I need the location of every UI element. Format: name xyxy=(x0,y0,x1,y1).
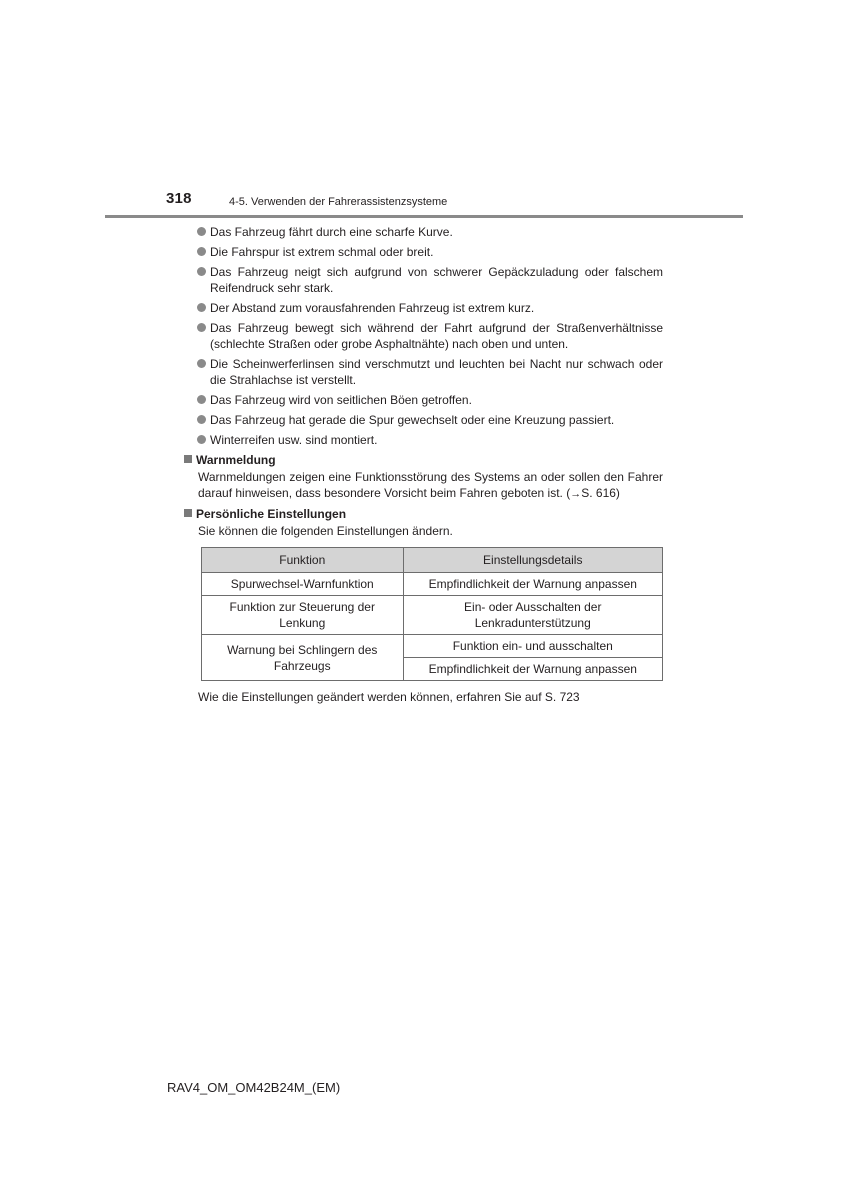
settings-reference-note: Wie die Einstellungen geändert werden können, erfahren Sie auf S. 723 xyxy=(198,690,580,704)
bullet-dot-icon xyxy=(197,303,206,312)
bullet-dot-icon xyxy=(197,247,206,256)
warnmeldung-heading-text: Warnmeldung xyxy=(196,453,276,467)
condition-list xyxy=(196,224,663,448)
list-item xyxy=(196,392,663,408)
einstellungen-intro: Sie können die folgenden Einstellungen ändern. xyxy=(198,524,453,538)
bullet-dot-icon xyxy=(197,395,206,404)
list-item-text: Das Fahrzeug fährt durch eine scharfe Kurve. xyxy=(210,225,453,239)
table-cell-function: Funktion zur Steuerung der Lenkung xyxy=(202,596,404,635)
table-cell-detail: Empfindlichkeit der Warnung anpassen xyxy=(403,573,662,596)
list-item-text: Winterreifen usw. sind montiert. xyxy=(210,433,378,447)
table-cell-detail: Ein- oder Ausschalten der Lenkradunterstützung xyxy=(403,596,662,635)
list-item-text: Der Abstand zum vorausfahrenden Fahrzeug ist extrem kurz. xyxy=(210,301,535,315)
list-item-text: Das Fahrzeug hat gerade die Spur gewechselt oder eine Kreuzung passiert. xyxy=(210,413,615,427)
list-item xyxy=(196,244,663,260)
column-header-details: Einstellungsdetails xyxy=(403,548,662,573)
column-header-funktion: Funktion xyxy=(202,548,404,573)
table-row xyxy=(202,596,663,635)
document-code: RAV4_OM_OM42B24M_(EM) xyxy=(167,1080,341,1095)
bullet-dot-icon xyxy=(197,227,206,236)
warnmeldung-body: Warnmeldungen zeigen eine Funktionsstörung des Systems an oder sollen den Fahrer darauf hinweisen, dass besondere Vorsicht beim Fahren geboten ist. ( xyxy=(198,470,663,500)
settings-table xyxy=(201,547,663,681)
main-content xyxy=(196,224,663,705)
table-row xyxy=(202,635,663,658)
list-item xyxy=(196,300,663,316)
section-title: 4-5. Verwenden der Fahrerassistenzsysteme xyxy=(229,196,448,208)
list-item xyxy=(196,264,663,296)
list-item-text: Die Fahrspur ist extrem schmal oder breit. xyxy=(210,245,434,259)
bullet-dot-icon xyxy=(197,415,206,424)
einstellungen-heading-text: Persönliche Einstellungen xyxy=(196,507,347,521)
list-item xyxy=(196,432,663,448)
page-reference: S. 616) xyxy=(581,486,620,500)
list-item xyxy=(196,320,663,352)
warnmeldung-heading xyxy=(184,452,663,468)
list-item-text: Das Fahrzeug neigt sich aufgrund von schwerer Gepäckzuladung oder falschem Reifendruck sehr stark. xyxy=(210,265,663,295)
square-marker-icon xyxy=(184,455,192,463)
header-divider xyxy=(105,215,743,218)
einstellungen-heading xyxy=(184,506,663,522)
list-item-text: Das Fahrzeug bewegt sich während der Fahrt aufgrund der Straßenverhältnisse (schlechte Straßen oder grobe Asphaltnähte) nach oben und unten. xyxy=(210,321,663,351)
bullet-dot-icon xyxy=(197,435,206,444)
bullet-dot-icon xyxy=(197,359,206,368)
table-row xyxy=(202,573,663,596)
reference-arrow-icon: → xyxy=(570,488,582,500)
list-item xyxy=(196,356,663,388)
list-item xyxy=(196,224,663,240)
table-cell-detail: Empfindlichkeit der Warnung anpassen xyxy=(403,658,662,681)
square-marker-icon xyxy=(184,509,192,517)
list-item-text: Die Scheinwerferlinsen sind verschmutzt und leuchten bei Nacht nur schwach oder die Strahlachse ist verstellt. xyxy=(210,357,663,387)
table-cell-function: Spurwechsel-Warnfunktion xyxy=(202,573,404,596)
warnmeldung-text xyxy=(198,469,663,502)
list-item-text: Das Fahrzeug wird von seitlichen Böen getroffen. xyxy=(210,393,472,407)
bullet-dot-icon xyxy=(197,323,206,332)
table-cell-function: Warnung bei Schlingern des Fahrzeugs xyxy=(202,635,404,681)
table-header-row xyxy=(202,548,663,573)
table-cell-detail: Funktion ein- und ausschalten xyxy=(403,635,662,658)
bullet-dot-icon xyxy=(197,267,206,276)
list-item xyxy=(196,412,663,428)
page-number: 318 xyxy=(166,190,192,207)
